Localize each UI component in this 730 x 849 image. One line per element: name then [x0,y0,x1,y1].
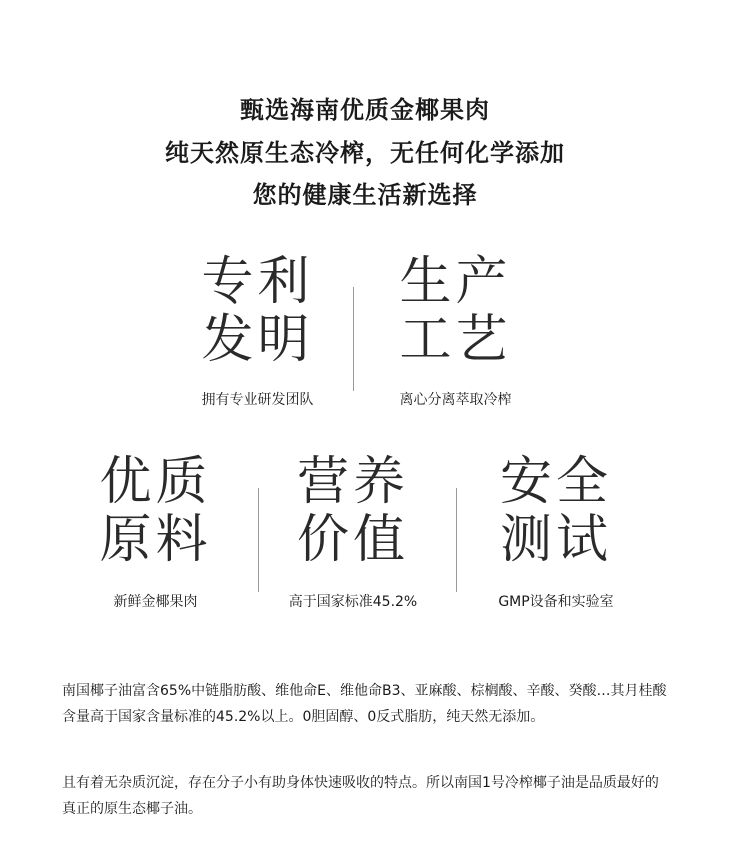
feature-title-line2: 发明 [201,310,314,370]
feature-caption: 高于国家标准45.2% [288,594,418,610]
feature-title-line2: 测试 [499,510,612,570]
row2-divider-2 [456,488,457,592]
feature-nutrition [268,453,438,611]
feature-title-line1: 生产 [399,252,512,312]
feature-caption: 拥有专业研发团队 [201,392,314,408]
intro-line-3: 您的健康生活新选择 [252,181,478,209]
feature-title-line1: 安全 [499,452,612,512]
row2-divider-1 [258,488,259,592]
description-paragraph-2: 且有着无杂质沉淀，存在分子小有助身体快速吸收的特点。所以南国1号冷榨椰子油是品质最好的真正的原生态椰子油。 [62,775,659,817]
feature-title-line1: 优质 [99,452,212,512]
feature-material [78,453,233,611]
feature-caption: 新鲜金椰果肉 [113,594,198,610]
feature-title-line1: 营养 [296,452,409,512]
description-paragraph-1: 南国椰子油富含65%中链脂肪酸、维他命E、维他命B3、亚麻酸、棕榈酸、辛酸、癸酸…其月桂酸含量高于国家含量标准的45.2%以上。0胆固醇、0反式脂肪，纯天然无添加。 [62,683,667,725]
feature-caption: GMP设备和实验室 [498,594,614,610]
feature-title-line1: 专利 [201,252,314,312]
feature-title-line2: 价值 [296,510,409,570]
feature-process [368,253,543,409]
feature-patent [170,253,345,409]
feature-title-line2: 工艺 [399,310,512,370]
intro-line-2: 纯天然原生态冷榨，无任何化学添加 [165,139,565,167]
row1-divider [353,287,354,391]
feature-safety [466,453,646,611]
intro-line-1: 甄选海南优质金椰果肉 [240,96,490,124]
feature-title-line2: 原料 [99,510,212,570]
feature-caption: 离心分离萃取冷榨 [399,392,512,408]
